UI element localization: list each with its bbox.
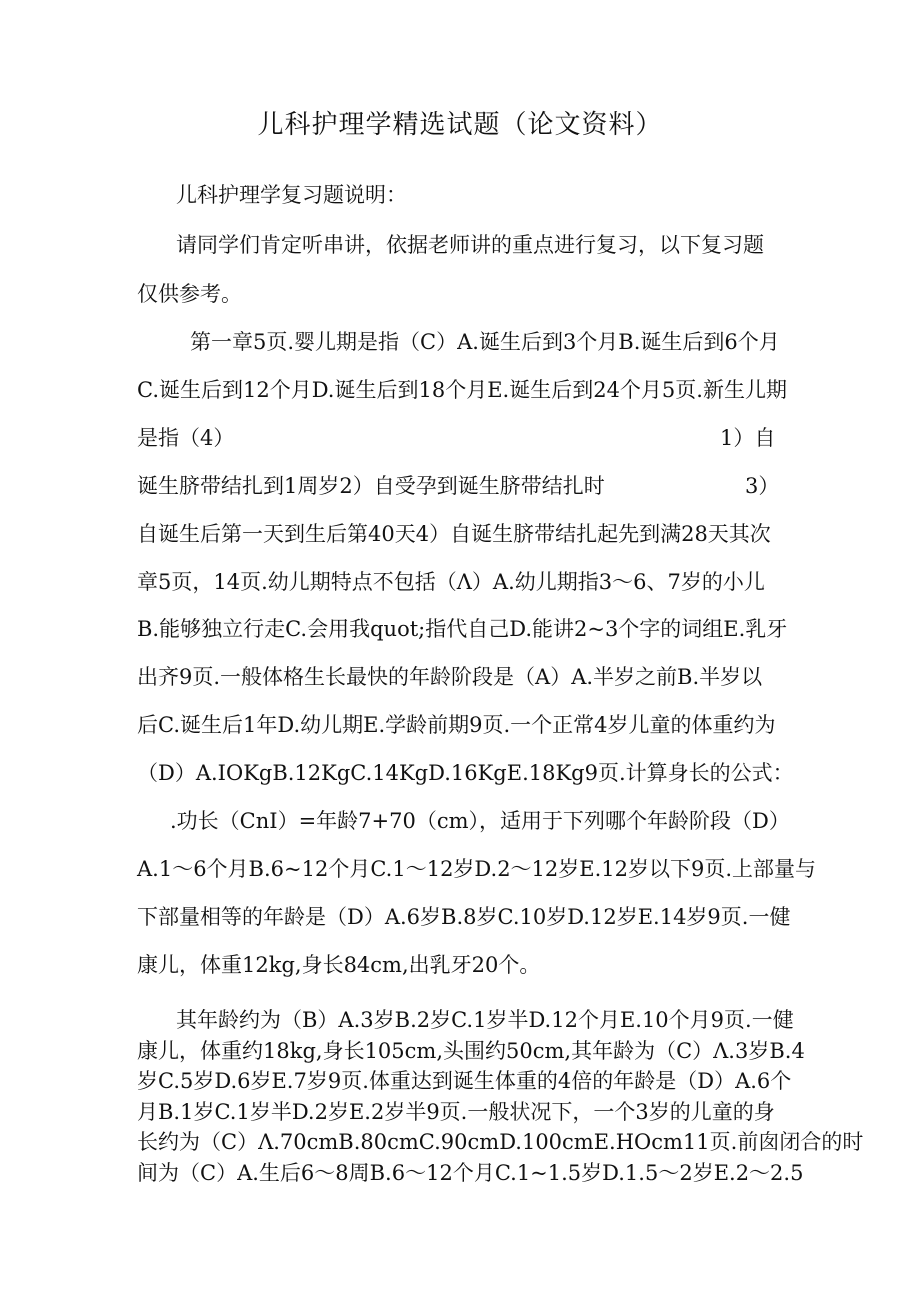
body-line: 后C.诞生后1年D.幼儿期E.学龄前期9页.一个正常4岁儿童的体重约为 — [137, 713, 776, 737]
body-line: 是指（4） — [137, 426, 235, 450]
body-line: .功长（CnI）=年龄7+70（cm），适用于下列哪个年龄阶段（D） — [170, 809, 790, 833]
body-line-fragment: 3） — [745, 474, 780, 498]
intro-heading: 儿科护理学复习题说明： — [176, 183, 407, 207]
section2-line: 月B.1岁C.1岁半D.2岁E.2岁半9页.一般状况下，一个3岁的儿童的身 — [137, 1100, 775, 1124]
body-line: 下部量相等的年龄是（D）A.6岁B.8岁C.10岁D.12岁E.14岁9页.一健 — [137, 905, 791, 929]
section2-line: 间为（C）A.生后6～8周B.6～12个月C.1~1.5岁D.1.5～2岁E.2～2.5 — [137, 1161, 804, 1185]
section2-line: 长约为（C）Λ.70cmB.80cmC.90cmD.100cmE.HOcm11页.前囱闭合的时 — [137, 1130, 864, 1154]
body-line: C.诞生后到12个月D.诞生后到18个月E.诞生后到24个月5页.新生儿期 — [137, 378, 787, 402]
section2-line: 其年龄约为（B）A.3岁B.2岁C.1岁半D.12个月E.10个月9页.一健 — [176, 1008, 794, 1032]
body-line: 章5页，14页.幼儿期特点不包括（Λ）A.幼儿期指3～6、7岁的小儿 — [137, 570, 765, 594]
body-line: （D）A.IOKgB.12KgC.14KgD.16KgE.18Kg9页.计算身长的公式： — [137, 761, 794, 785]
body-line: 诞生脐带结扎到1周岁2）自受孕到诞生脐带结扎时 — [137, 474, 605, 498]
body-line-fragment: 1）自 — [720, 426, 776, 450]
document-title: 儿科护理学精选试题（论文资料） — [257, 110, 663, 140]
intro-paragraph-line-1: 请同学们肯定听串讲，依据老师讲的重点进行复习，以下复习题 — [176, 233, 764, 257]
body-line: 第一章5页.婴儿期是指（C）A.诞生后到3个月B.诞生后到6个月 — [190, 330, 780, 354]
section2-line: 岁C.5岁D.6岁E.7岁9页.体重达到诞生体重的4倍的年龄是（D）A.6个 — [137, 1069, 792, 1093]
section2-line: 康儿，体重约18kg,身长105cm,头围约50cm,其年龄为（C）Λ.3岁B.4 — [137, 1039, 805, 1063]
intro-paragraph-line-2: 仅供参考。 — [137, 282, 242, 306]
body-line: A.1～6个月B.6~12个月C.1～12岁D.2～12岁E.12岁以下9页.上部量与 — [137, 857, 817, 881]
body-line: 出齐9页.一般体格生长最快的年龄阶段是（A）A.半岁之前B.半岁以 — [137, 665, 763, 689]
body-line: 康儿，体重12kg,身长84cm,出乳牙20个。 — [137, 953, 541, 977]
body-line: 自诞生后第一天到生后第40天4）自诞生脐带结扎起先到满28天其次 — [137, 522, 771, 546]
body-line: B.能够独立行走C.会用我quot;指代自己D.能讲2~3个字的词组E.乳牙 — [137, 617, 788, 641]
